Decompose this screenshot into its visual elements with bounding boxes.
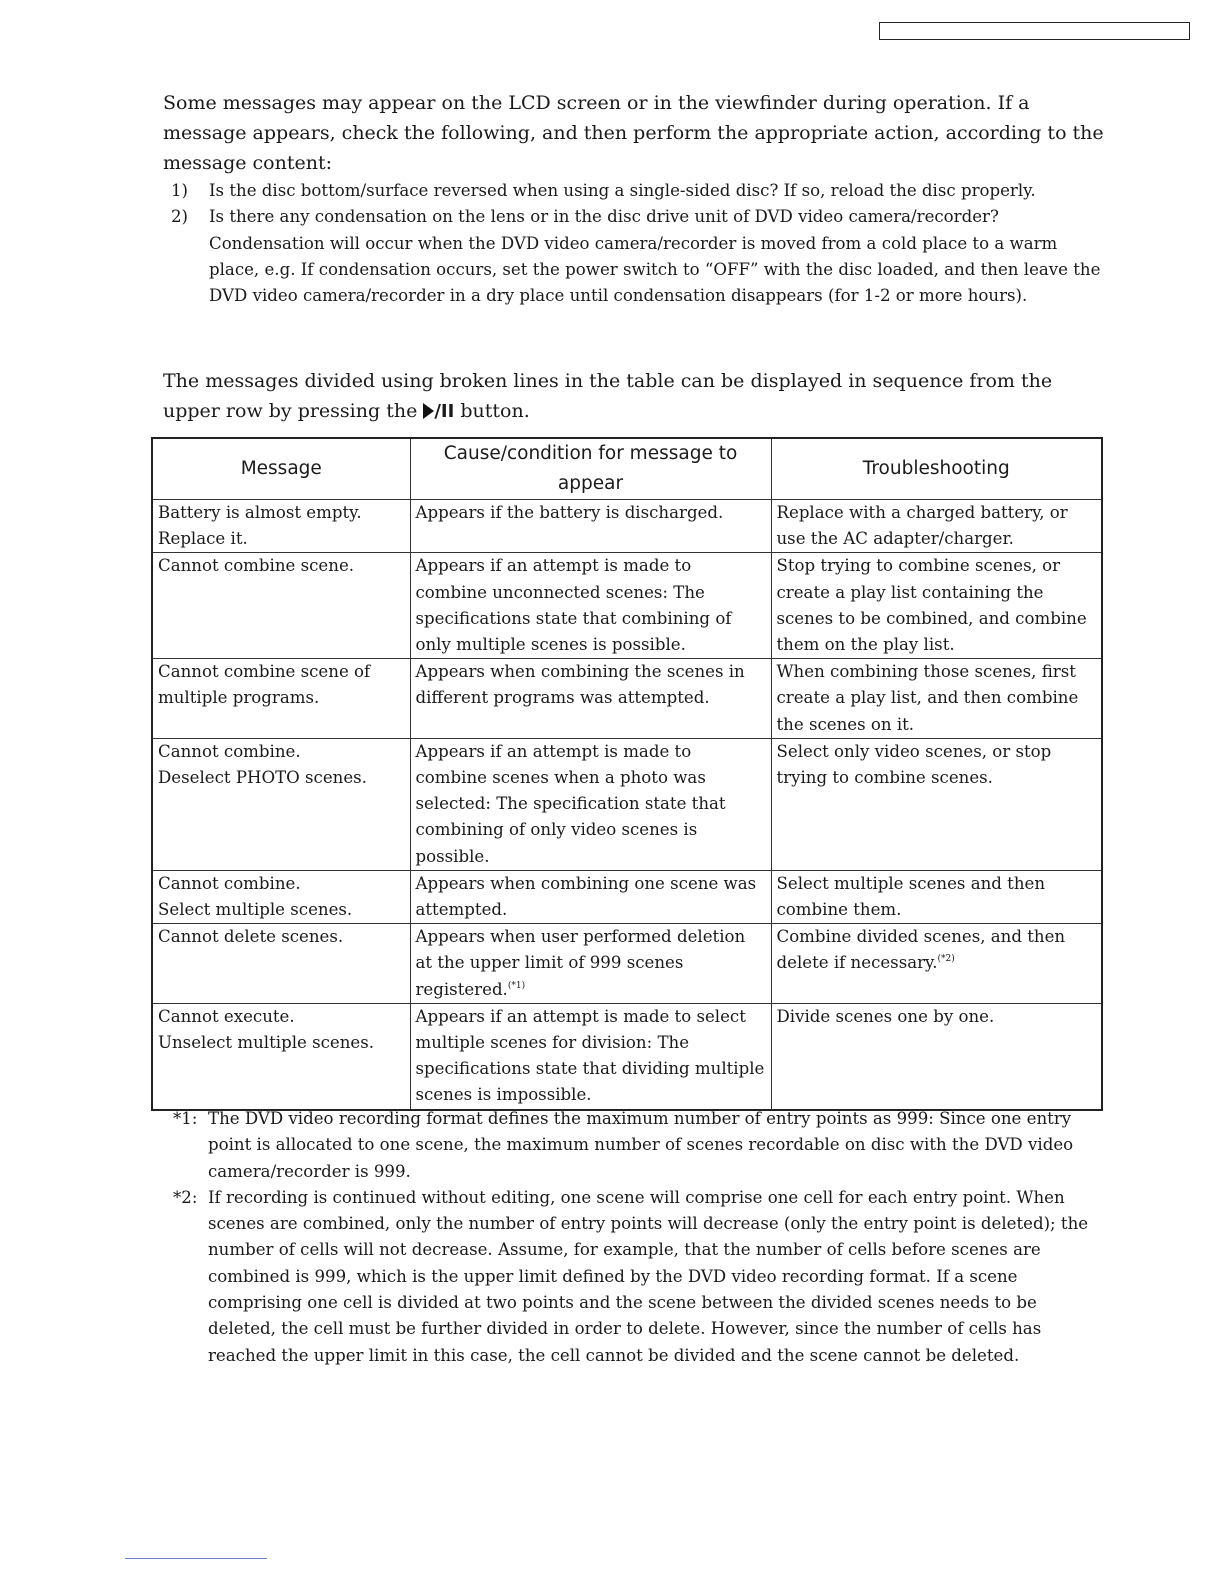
bottom-rule xyxy=(125,1558,267,1559)
footnote-text: The DVD video recording format defines the maximum number of entry points as 999: Since one entry point is allocated to one scene, the maximum number of scenes recordable on disc with the DVD video camera/recorder is 999. xyxy=(208,1109,1074,1181)
table-row xyxy=(152,500,1102,553)
message-line: Deselect PHOTO scenes. xyxy=(158,768,367,788)
cause-cell xyxy=(410,738,771,870)
message-cell xyxy=(152,924,410,1004)
message-cell xyxy=(152,500,410,553)
cause-cell xyxy=(410,924,771,1004)
troubleshooting-cell xyxy=(771,924,1102,1004)
troubleshooting-cell xyxy=(771,500,1102,553)
header-box xyxy=(879,22,1190,40)
troubleshooting-text: Replace with a charged battery, or use the AC adapter/charger. xyxy=(776,503,1068,549)
cause-text: Appears if an attempt is made to combine unconnected scenes: The specifications state that combining of only multiple scenes is possible. xyxy=(415,556,732,655)
table-row xyxy=(152,870,1102,923)
troubleshooting-cell xyxy=(771,738,1102,870)
message-cell xyxy=(152,659,410,739)
troubleshooting-text: Stop trying to combine scenes, or create a play list containing the scenes to be combined, and combine them on the play list. xyxy=(776,556,1087,655)
troubleshooting-text: Divide scenes one by one. xyxy=(776,1006,995,1026)
cause-cell xyxy=(410,553,771,659)
cause-text: Appears when combining one scene was attempted. xyxy=(415,873,757,920)
troubleshooting-cell xyxy=(771,553,1102,659)
message-cell xyxy=(152,738,410,870)
message-cell xyxy=(152,870,410,923)
cause-text: Appears when combining the scenes in different programs was attempted. xyxy=(415,662,745,708)
check-number: 2) xyxy=(171,207,189,227)
check-item xyxy=(163,178,1108,204)
cause-text: Appears if an attempt is made to select multiple scenes for division: The specifications state that dividing multiple scenes is impossible. xyxy=(415,1006,765,1105)
footnote-mark: *2: xyxy=(173,1187,198,1207)
header-cause: Cause/condition for message to appear xyxy=(410,438,771,500)
check-list xyxy=(163,178,1108,309)
troubleshooting-cell xyxy=(771,870,1102,923)
message-line: Unselect multiple scenes. xyxy=(158,1033,375,1053)
footnote-text: If recording is continued without editing, one scene will comprise one cell for each entry point. When scenes are combined, only the number of entry points will decrease (only the entry point is deleted); the number of cells will not decrease. Assume, for example, that the number of cells before scenes are combined is 999, which is the upper limit defined by the DVD video recording format. If a scene comprising one cell is divided at two points and the scene between the divided scenes needs to be deleted, the cell must be further divided in order to delete. However, since the number of cells has reached the upper limit in this case, the cell cannot be divided and the scene cannot be deleted. xyxy=(208,1187,1089,1365)
table-row xyxy=(152,924,1102,1004)
table-row xyxy=(152,659,1102,739)
footnote-item xyxy=(163,1185,1108,1369)
message-line: Cannot combine. xyxy=(158,741,301,761)
check-number: 1) xyxy=(171,181,189,200)
message-cell xyxy=(152,553,410,659)
message-line: Cannot delete scenes. xyxy=(158,927,344,947)
sequence-note xyxy=(163,366,1108,427)
cause-cell xyxy=(410,870,771,923)
table-body xyxy=(152,500,1102,1110)
footnote-item xyxy=(163,1106,1108,1185)
cause-text: Appears when user performed deletion at the upper limit of 999 scenes registered. xyxy=(415,927,746,999)
cause-cell xyxy=(410,1003,771,1109)
troubleshooting-cell xyxy=(771,1003,1102,1109)
cause-cell xyxy=(410,500,771,553)
check-item xyxy=(163,204,1108,309)
table-header-row xyxy=(152,438,1102,500)
play-icon xyxy=(423,403,434,419)
troubleshooting-text: Combine divided scenes, and then delete if necessary. xyxy=(776,927,1066,973)
footnote-ref: (*2) xyxy=(937,954,955,965)
check-text: Is the disc bottom/surface reversed when using a single-sided disc? If so, reload the disc properly. xyxy=(209,181,1036,200)
header-troubleshooting: Troubleshooting xyxy=(771,438,1102,500)
header-message: Message xyxy=(152,438,410,500)
message-cell xyxy=(152,1003,410,1109)
intro-paragraph: Some messages may appear on the LCD screen or in the viewfinder during operation. If a message appears, check the following, and then perform the appropriate action, according to the message content: xyxy=(163,92,1104,174)
message-line: Cannot combine scene. xyxy=(158,556,355,576)
footnote-list xyxy=(163,1106,1108,1369)
note-text-after: button. xyxy=(460,400,530,422)
troubleshooting-text: Select multiple scenes and then combine them. xyxy=(776,873,1046,920)
cause-cell xyxy=(410,659,771,739)
message-table xyxy=(151,437,1103,1111)
troubleshooting-text: Select only video scenes, or stop trying to combine scenes. xyxy=(776,741,1052,788)
cause-text: Appears if the battery is discharged. xyxy=(415,503,724,522)
troubleshooting-text: When combining those scenes, first create a play list, and then combine the scenes on it. xyxy=(776,662,1079,734)
troubleshooting-cell xyxy=(771,659,1102,739)
message-line: Cannot combine scene of multiple programs. xyxy=(158,662,371,708)
play-pause-button-label xyxy=(423,401,454,422)
footnote-mark: *1: xyxy=(173,1109,198,1128)
message-line: Cannot combine. xyxy=(158,873,301,893)
table-row xyxy=(152,1003,1102,1109)
note-text-before: The messages divided using broken lines in the table can be displayed in sequence from the upper row by pressing the xyxy=(163,370,1053,422)
message-line: Cannot execute. xyxy=(158,1006,295,1026)
message-line: Replace it. xyxy=(158,529,248,549)
table-row xyxy=(152,738,1102,870)
footnote-ref: (*1) xyxy=(507,980,526,991)
check-text: Is there any condensation on the lens or in the disc drive unit of DVD video camera/recorder? Condensation will occur when the DVD video camera/recorder is moved from a cold place to a warm place, e.g. If condensation occurs, set the power switch to “OFF” with the disc loaded, and then leave the DVD video camera/recorder in a dry place until condensation disappears (for 1-2 or more hours). xyxy=(209,207,1101,306)
table-row xyxy=(152,553,1102,659)
message-line: Battery is almost empty. xyxy=(158,503,362,522)
play-pause-symbol: /II xyxy=(434,401,455,422)
cause-text: Appears if an attempt is made to combine scenes when a photo was selected: The specification state that combining of only video scenes is possible. xyxy=(415,741,726,866)
message-line: Select multiple scenes. xyxy=(158,900,353,920)
